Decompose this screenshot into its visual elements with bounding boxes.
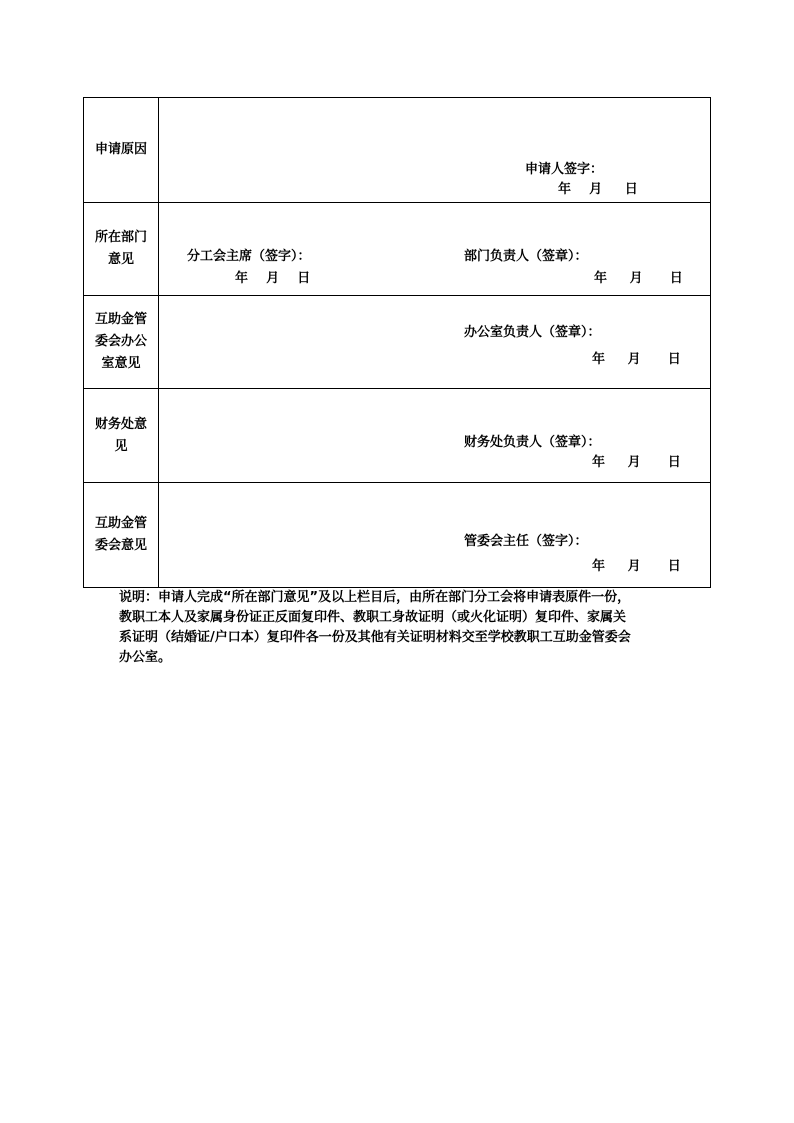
applicant-signature: 申请人签字： (525, 162, 604, 177)
committee-director-signature: 管委会主任（签字）： (464, 534, 588, 549)
label-line: 委会办公 (94, 334, 147, 349)
label-application-reason (84, 98, 159, 202)
committee-director-date: 年 月 日 (592, 559, 681, 574)
union-chair-signature: 分工会主席（签字）： (187, 249, 311, 264)
row-committee-opinion (84, 483, 710, 587)
application-form-table (83, 97, 711, 588)
label-line: 委会意见 (94, 538, 147, 553)
finance-head-signature: 财务处负责人（签章）： (464, 435, 601, 450)
label-department-opinion (84, 203, 159, 295)
row-application-reason (84, 98, 710, 203)
label-line: 互助金管 (94, 312, 147, 327)
label-line: 意见 (107, 252, 134, 267)
label-line: 见 (114, 438, 128, 454)
label-finance-opinion (84, 389, 159, 482)
union-chair-date: 年 月 日 (235, 271, 311, 286)
label-office-opinion (84, 296, 159, 388)
note-line: 办公室。 (119, 650, 172, 665)
label-line: 室意见 (101, 356, 141, 371)
office-head-signature: 办公室负责人（签章）： (464, 325, 601, 340)
department-head-date: 年 月 日 (594, 271, 683, 286)
label-line: 所在部门 (94, 230, 147, 245)
applicant-date: 年 月 日 (558, 182, 638, 197)
label-line: 互助金管 (94, 516, 147, 531)
row-department-opinion (84, 203, 710, 296)
row-office-opinion (84, 296, 710, 389)
note-line: 系证明（结婚证/户口本）复印件各一份及其他有关证明材料交至学校教职工互助金管委会 (119, 630, 631, 645)
label-line: 申请原因 (94, 142, 147, 157)
label-line: 财务处意 (94, 416, 147, 432)
department-head-signature: 部门负责人（签章）： (464, 249, 588, 264)
row-finance-opinion (84, 389, 710, 483)
note-line: 说明：申请人完成“所在部门意见”及以上栏目后，由所在部门分工会将申请表原件一份， (119, 590, 631, 605)
instructions-note (119, 588, 679, 668)
finance-head-date: 年 月 日 (592, 455, 681, 470)
note-line: 教职工本人及家属身份证正反面复印件、教职工身故证明（或火化证明）复印件、家属关 (119, 610, 627, 625)
label-committee-opinion (84, 483, 159, 587)
office-head-date: 年 月 日 (592, 352, 681, 367)
